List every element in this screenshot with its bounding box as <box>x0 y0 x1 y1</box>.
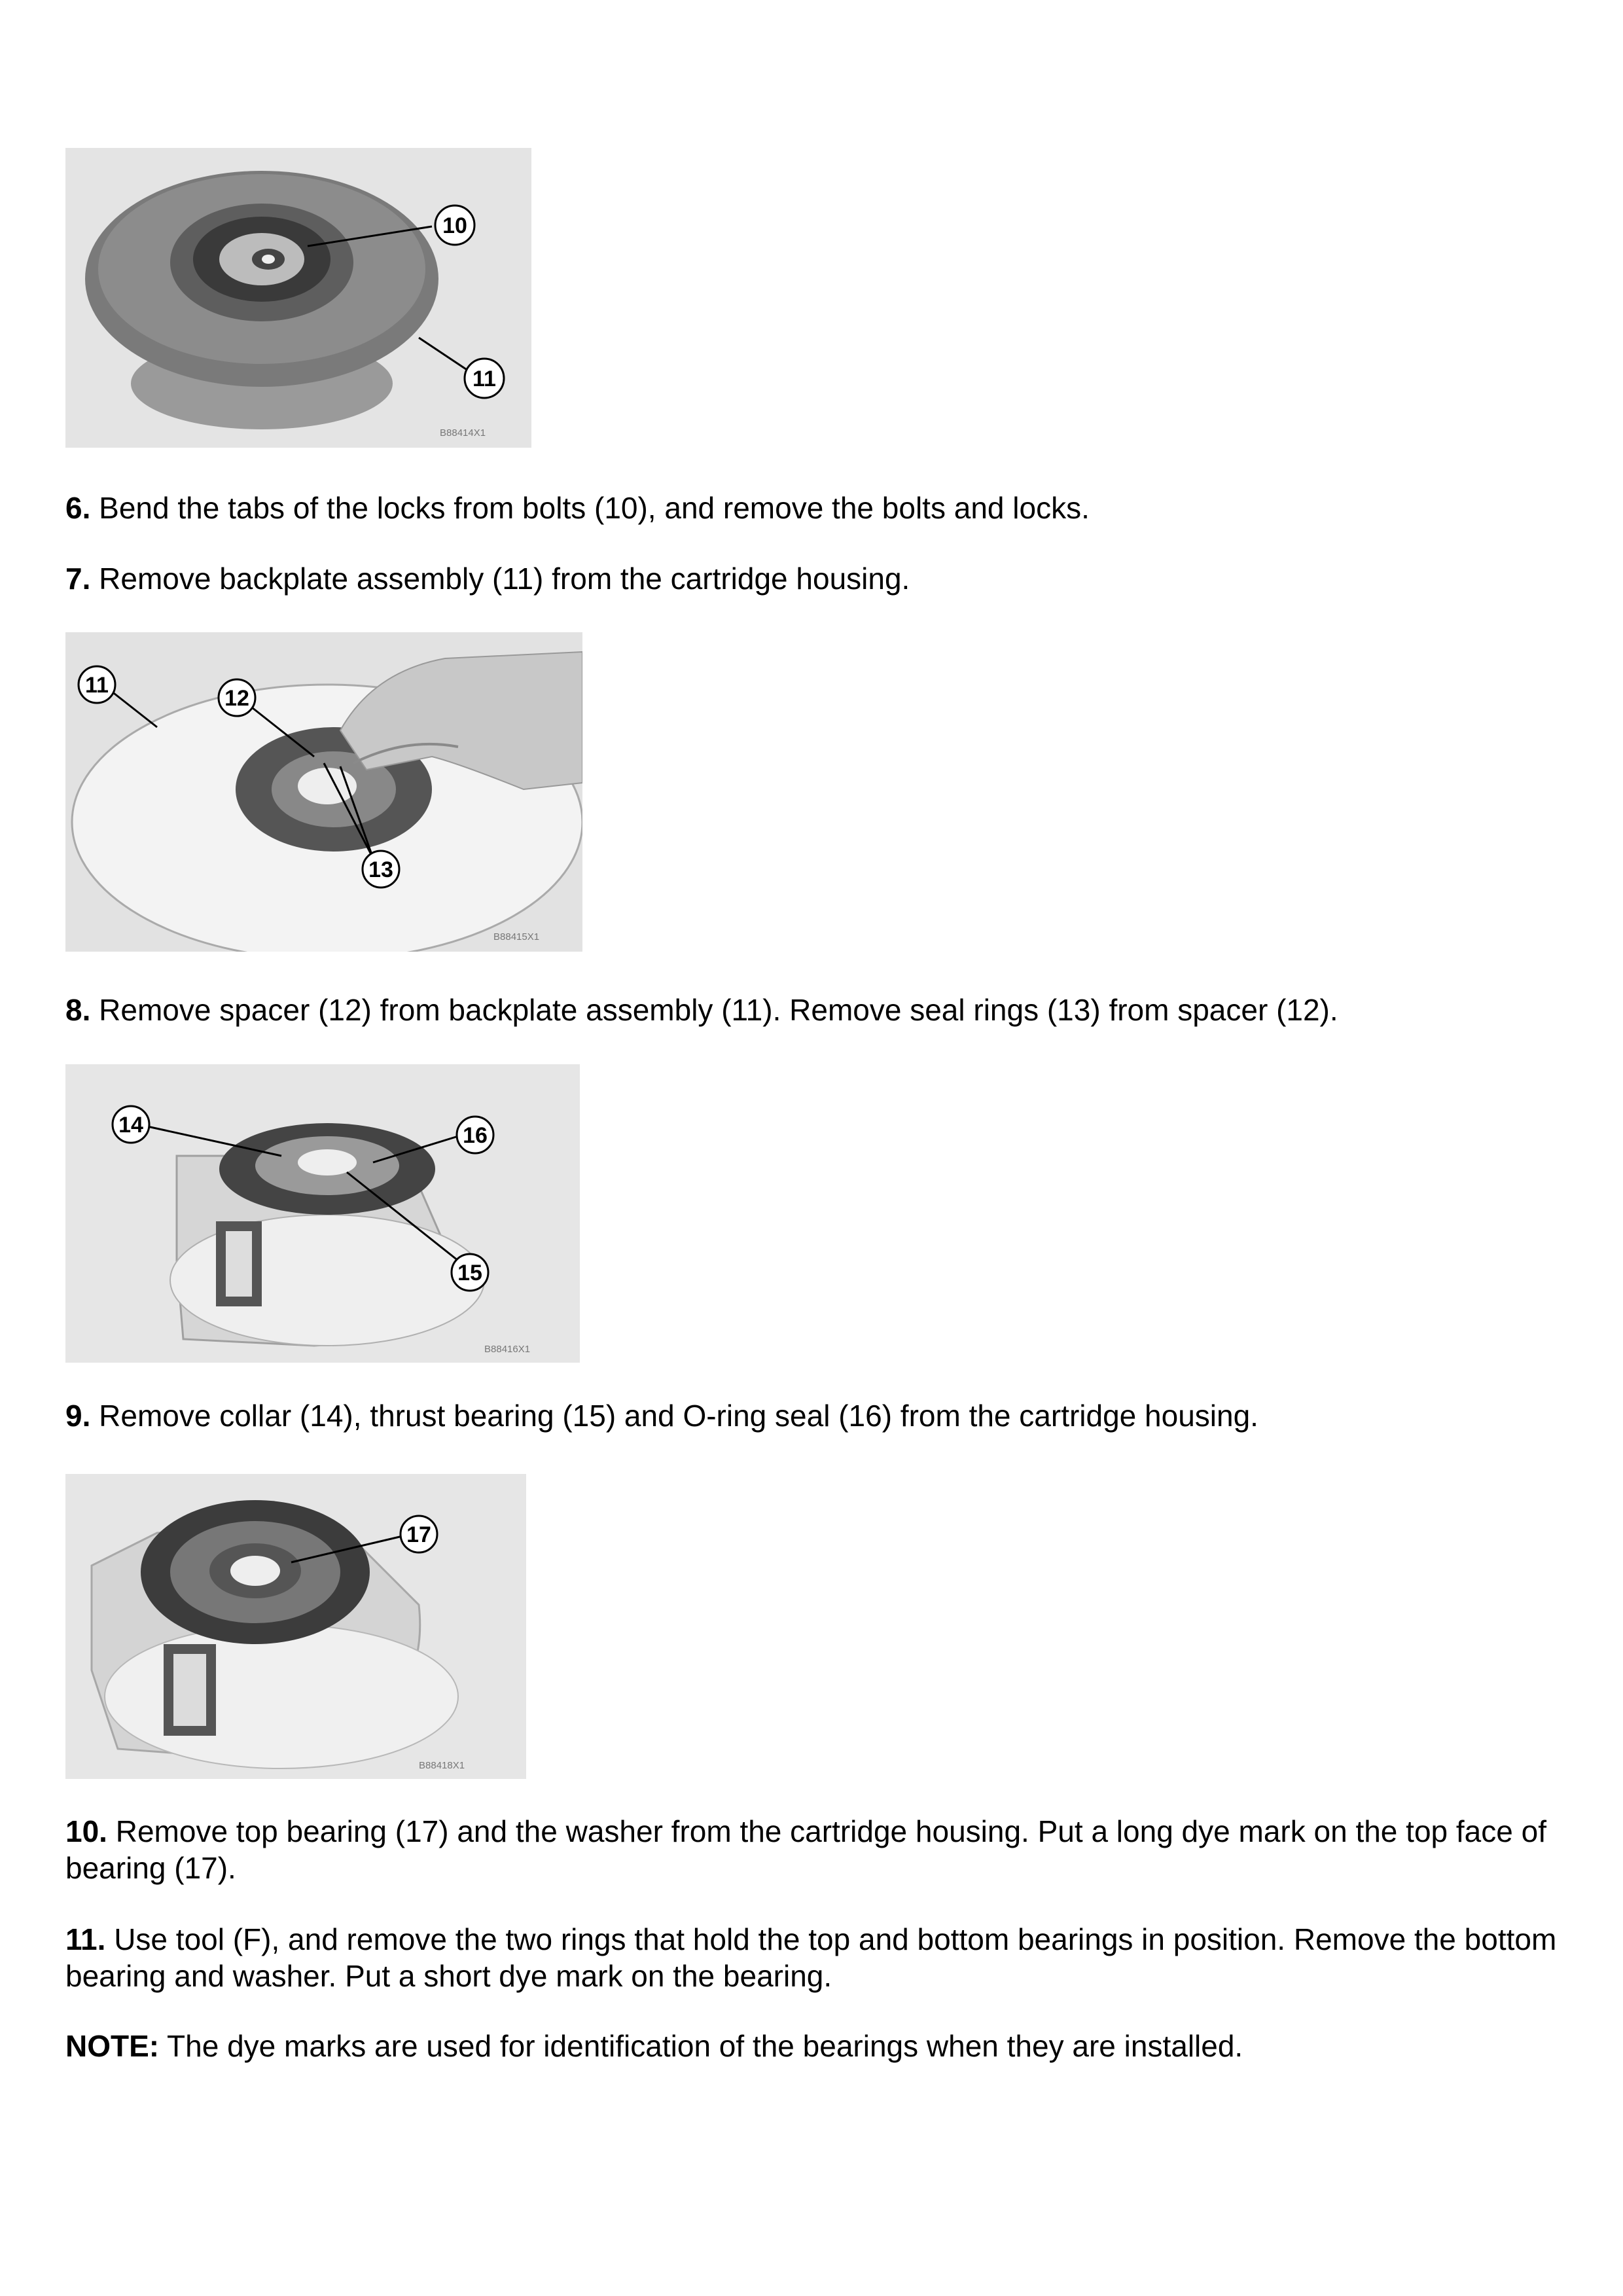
callout-17: 17 <box>406 1522 431 1547</box>
step-text: Remove backplate assembly (11) from the cartridge housing. <box>90 562 910 596</box>
callout-15: 15 <box>457 1261 482 1285</box>
figure-top-bearing <box>65 1474 526 1779</box>
step-text: Remove spacer (12) from backplate assembly (11). Remove seal rings (13) from spacer (12). <box>90 993 1338 1027</box>
step-number: 8. <box>65 993 91 1027</box>
step-7 <box>65 560 1558 597</box>
step-text: Use tool (F), and remove the two rings that hold the top and bottom bearings in position. Remove the bottom bearing and washer. Put a short dye mark on the bearing. <box>65 1922 1557 1993</box>
figure-code: B88418X1 <box>419 1760 465 1771</box>
callout-16: 16 <box>463 1123 488 1148</box>
figure-spacer-removal <box>65 632 582 952</box>
figure-backplate-bolts-image <box>65 148 531 448</box>
figure-code: B88415X1 <box>493 931 540 942</box>
step-6 <box>65 490 1558 526</box>
step-number: 10. <box>65 1814 107 1848</box>
figure-collar-thrust-bearing-image <box>65 1064 580 1363</box>
note <box>65 2028 1558 2064</box>
figure-code: B88414X1 <box>440 427 486 439</box>
figure-code: B88416X1 <box>484 1344 531 1355</box>
step-9 <box>65 1397 1558 1434</box>
step-number: 9. <box>65 1399 91 1433</box>
step-10 <box>65 1813 1558 1886</box>
callout-11: 11 <box>473 367 496 391</box>
step-11 <box>65 1921 1558 1994</box>
figure-collar-thrust-bearing <box>65 1064 580 1363</box>
step-text: Remove top bearing (17) and the washer from the cartridge housing. Put a long dye mark on the top face of bearing (17). <box>65 1814 1546 1885</box>
figure-top-bearing-image <box>65 1474 526 1779</box>
note-text: The dye marks are used for identification of the bearings when they are installed. <box>159 2029 1243 2063</box>
callout-12: 12 <box>224 686 249 711</box>
step-8 <box>65 992 1558 1028</box>
step-text: Remove collar (14), thrust bearing (15) and O-ring seal (16) from the cartridge housing. <box>90 1399 1258 1433</box>
step-number: 11. <box>65 1922 106 1956</box>
figure-spacer-removal-image <box>65 632 582 952</box>
note-label: NOTE: <box>65 2029 160 2063</box>
callout-13: 13 <box>368 857 393 882</box>
callout-11: 11 <box>85 673 109 698</box>
callout-10: 10 <box>442 213 467 238</box>
step-number: 7. <box>65 562 91 596</box>
step-number: 6. <box>65 491 91 525</box>
figure-backplate-bolts <box>65 148 531 448</box>
callout-14: 14 <box>118 1113 143 1138</box>
step-text: Bend the tabs of the locks from bolts (10), and remove the bolts and locks. <box>90 491 1090 525</box>
